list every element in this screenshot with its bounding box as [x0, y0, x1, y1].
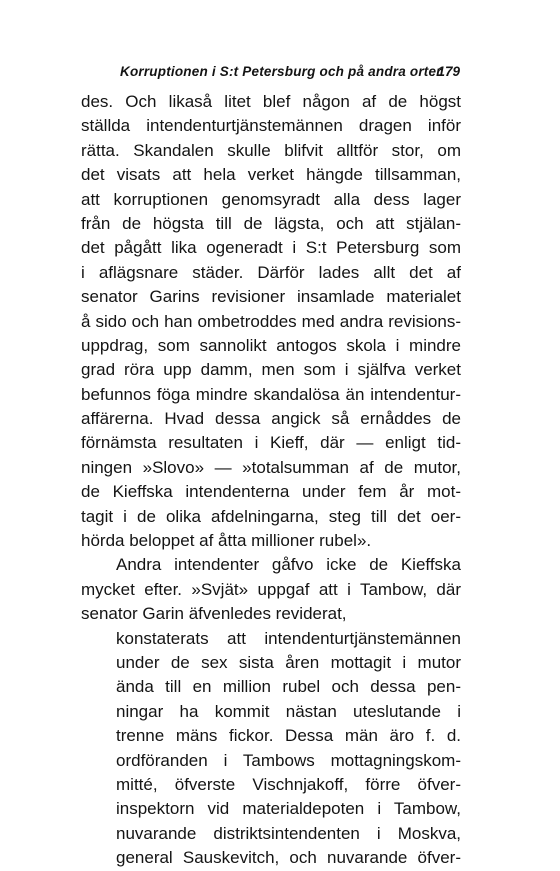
quoted-text-line: konstaterats att intendenturtjänstemännen	[116, 628, 461, 648]
text-line: rätta. Skandalen skulle blifvit alltför stor, om	[81, 140, 461, 160]
text-line: från de högsta till de lägsta, och att stjälan-	[81, 213, 461, 233]
text-line: uppdrag, som sannolikt antogos skola i mindre	[81, 335, 461, 355]
quoted-text-line: trenne mäns fickor. Dessa män äro f. d.	[116, 726, 461, 746]
quoted-text-line: inspektorn vid materialdepoten i Tambow,	[116, 799, 461, 819]
text-line: tagit i de olika afdelningarna, steg till det oer-	[81, 506, 461, 526]
running-header-title: Korruptionen i S:t Petersburg och på andra orter	[120, 64, 442, 79]
text-line: förnämsta resultaten i Kieff, där — enligt tid-	[81, 433, 461, 453]
text-line: hörda beloppet af åtta millioner rubel».	[81, 531, 372, 551]
text-line: det pågått lika ogeneradt i S:t Petersburg som	[81, 238, 461, 258]
text-line: ställda intendenturtjänstemännen dragen inför	[81, 116, 461, 136]
text-line: grad röra upp damm, men som i själfva verket	[81, 360, 461, 380]
text-line: de Kieffska intendenterna under fem år mot-	[81, 482, 461, 502]
text-line: det visats att hela verket hängde tillsamman,	[81, 165, 461, 185]
quoted-text-line: nuvarande distriktsintendenten i Moskva,	[116, 823, 461, 843]
body-text	[81, 90, 461, 871]
text-line: å sido och han ombetroddes med andra revisions-	[81, 311, 461, 331]
text-line: mycket efter. »Svjät» uppgaf att i Tambow, där	[81, 579, 461, 599]
quoted-text-line: general Sauskevitch, och nuvarande öfver-	[116, 848, 461, 868]
running-header	[120, 64, 460, 84]
quoted-text-line: ända till en million rubel och dessa pen-	[116, 677, 461, 697]
quoted-text-line: under de sex sista åren mottagit i mutor	[116, 652, 461, 672]
quoted-text-line: ordföranden i Tambows mottagningskom-	[116, 750, 461, 770]
text-line: att korruptionen genomsyradt alla dess lager	[81, 189, 461, 209]
text-line: des. Och likaså litet blef någon af de högst	[81, 92, 461, 111]
paragraph-start-line: Andra intendenter gåfvo icke de Kieffska	[116, 555, 461, 575]
quoted-text-line: ningar ha kommit nästan uteslutande i	[116, 701, 461, 721]
text-line: i aflägsnare städer. Därför lades allt det af	[81, 262, 461, 282]
text-line: senator Garins revisioner insamlade materialet	[81, 287, 461, 307]
page-number: 179	[437, 64, 460, 79]
quoted-text-line: mitté, öfverste Vischnjakoff, förre öfver-	[116, 774, 461, 794]
text-line: affärerna. Hvad dessa angick så ernåddes de	[81, 409, 461, 429]
text-line: befunnos föga mindre skandalösa än intendentur-	[81, 384, 461, 404]
text-line: senator Garin äfvenledes reviderat,	[81, 604, 347, 624]
text-line: ningen »Slovo» — »totalsumman af de mutor,	[81, 457, 461, 477]
